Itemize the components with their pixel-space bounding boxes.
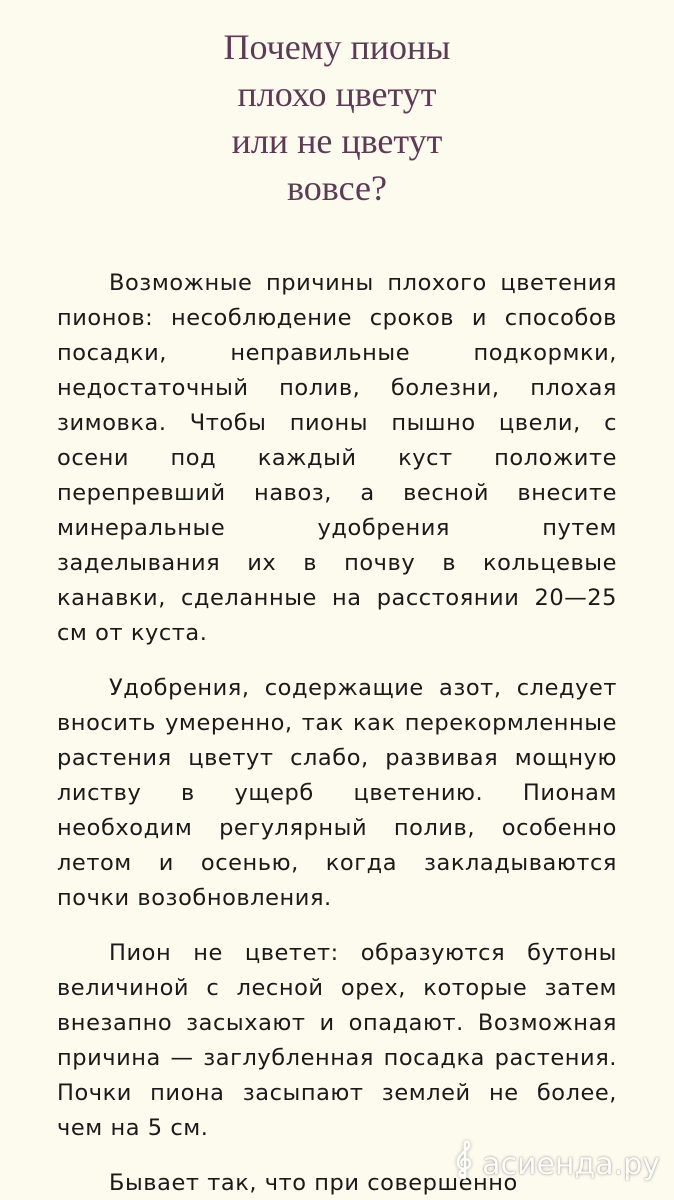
paragraph-1: Возможные причины плохого цветения пионов: несоблюдение сроков и способов посадки, неправильные подкормки, недостаточный полив, болезни, плохая зимовка. Чтобы пионы пышно цвели, с осени под каждый куст положите перепревший навоз, а весной внесите минеральные удобрения путем заделывания их в почву в кольцевые канавки, сделанные на расстоянии 20—25 см от куста. bbox=[57, 270, 617, 646]
title-line-4: вовсе? bbox=[287, 168, 387, 208]
site-watermark bbox=[454, 1140, 660, 1188]
paragraph-3: Пион не цветет: образуются бутоны величиной с лесной орех, которые затем внезапно засыхают и опадают. Возможная причина — заглубленная посадка растения. Почки пиона засыпают землей не более, чем на 5 см. bbox=[57, 940, 617, 1141]
treble-clef-icon bbox=[454, 1140, 476, 1188]
title-line-3: или не цветут bbox=[231, 121, 443, 161]
watermark-text: асиенда.ру bbox=[482, 1146, 660, 1182]
title-line-2: плохо цветут bbox=[237, 74, 437, 114]
paragraph-4: Бывает так, что при совершенно bbox=[109, 1170, 518, 1196]
article-title bbox=[0, 24, 674, 212]
title-line-1: Почему пионы bbox=[223, 27, 451, 67]
paragraph-2: Удобрения, содержащие азот, следует вносить умеренно, так как перекормленные растения цветут слабо, развивая мощную листву в ущерб цветению. Пионам необходим регулярный полив, особенно летом и осенью, когда закладываются почки возобновления. bbox=[57, 675, 617, 911]
article-body bbox=[57, 266, 617, 1200]
